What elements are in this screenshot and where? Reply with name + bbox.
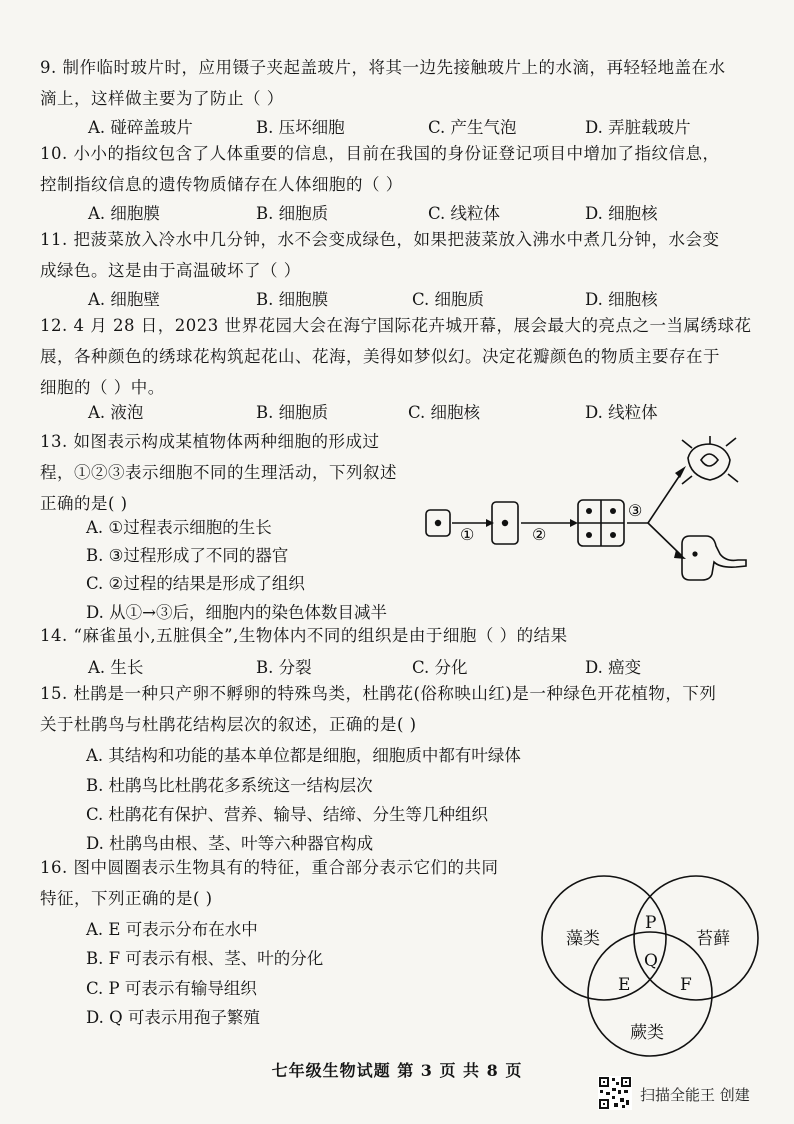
- venn-region-e: E: [618, 975, 631, 995]
- q12-option-c[interactable]: C. 细胞核: [408, 403, 481, 422]
- root-hair-cell-shape: [682, 536, 746, 580]
- venn-region-q: Q: [644, 951, 658, 971]
- q10-option-b[interactable]: B. 细胞质: [256, 204, 329, 223]
- q13-option-a[interactable]: A. ①过程表示细胞的生长: [86, 518, 272, 537]
- q16-option-a[interactable]: A. E 可表示分布在水中: [86, 920, 258, 939]
- question-12-line-1: 12. 4 月 28 日，2023 世界花园大会在海宁国际花卉城开幕，展会最大的亮点之一当属绣球花: [40, 316, 752, 335]
- q9-option-c[interactable]: C. 产生气泡: [428, 118, 517, 137]
- process-1-label: ①: [460, 525, 475, 544]
- question-10-line-2: 控制指纹信息的遗传物质储存在人体细胞的（ ）: [40, 175, 403, 194]
- q9-option-b[interactable]: B. 压坏细胞: [256, 118, 345, 137]
- q10-option-a[interactable]: A. 细胞膜: [88, 204, 160, 223]
- q11-option-c[interactable]: C. 细胞质: [412, 290, 485, 309]
- page-footer: 七年级生物试题 第 3 页 共 8 页: [271, 1061, 523, 1080]
- question-15-line-2: 关于杜鹃鸟与杜鹃花结构层次的叙述，正确的是( ): [40, 715, 417, 734]
- venn-label-fern: 蕨类: [630, 1023, 664, 1043]
- venn-label-moss: 苔藓: [696, 929, 730, 949]
- question-16: [40, 852, 540, 914]
- question-11: [40, 224, 760, 286]
- question-10-line-1: 10. 小小的指纹包含了人体重要的信息，目前在我国的身份证登记项目中增加了指纹信息，: [40, 144, 720, 163]
- question-13-line-2: 程，①②③表示细胞不同的生理活动，下列叙述: [40, 463, 397, 482]
- q15-option-d[interactable]: D. 杜鹃鸟由根、茎、叶等六种器官构成: [86, 834, 374, 853]
- q9-option-a[interactable]: A. 碰碎盖玻片: [88, 118, 193, 137]
- q16-option-d[interactable]: D. Q 可表示用孢子繁殖: [86, 1008, 260, 1027]
- guard-cell-shape: [688, 444, 730, 480]
- q9-option-d[interactable]: D. 弄脏载玻片: [585, 118, 691, 137]
- q14-option-b[interactable]: B. 分裂: [256, 658, 312, 677]
- qr-code-icon: [598, 1076, 632, 1110]
- question-12: [40, 310, 760, 403]
- process-2-label: ②: [532, 525, 547, 544]
- question-15: [40, 678, 760, 740]
- question-14: [40, 620, 760, 651]
- venn-region-f: F: [680, 975, 692, 995]
- question-12-line-3: 细胞的（ ）中。: [40, 378, 165, 397]
- q14-option-c[interactable]: C. 分化: [412, 658, 468, 677]
- question-13-line-3: 正确的是( ): [40, 494, 128, 513]
- venn-diagram: [530, 862, 780, 1058]
- q15-option-b[interactable]: B. 杜鹃鸟比杜鹃花多系统这一结构层次: [86, 776, 373, 795]
- q12-option-d[interactable]: D. 线粒体: [585, 403, 658, 422]
- q12-option-a[interactable]: A. 液泡: [88, 403, 144, 422]
- q13-option-b[interactable]: B. ③过程形成了不同的器官: [86, 546, 289, 565]
- q12-option-b[interactable]: B. 细胞质: [256, 403, 329, 422]
- venn-region-p: P: [645, 913, 657, 933]
- scanner-watermark-text: 扫描全能王 创建: [640, 1086, 750, 1104]
- algae-circle: [542, 876, 666, 1000]
- cell-division-diagram: [420, 436, 750, 596]
- q11-option-a[interactable]: A. 细胞壁: [88, 290, 160, 309]
- q10-option-c[interactable]: C. 线粒体: [428, 204, 501, 223]
- question-9-line-2: 滴上，这样做主要为了防止（ ）: [40, 89, 284, 108]
- q15-option-a[interactable]: A. 其结构和功能的基本单位都是细胞，细胞质中都有叶绿体: [86, 746, 521, 765]
- q11-option-d[interactable]: D. 细胞核: [585, 290, 658, 309]
- question-12-options: [40, 399, 760, 429]
- q15-option-c[interactable]: C. 杜鹃花有保护、营养、输导、结缔、分生等几种组织: [86, 805, 489, 824]
- question-14-line-1: 14. “麻雀虽小,五脏俱全”,生物体内不同的组织是由于细胞（ ）的结果: [40, 626, 568, 645]
- q13-option-c[interactable]: C. ②过程的结果是形成了组织: [86, 574, 305, 593]
- question-9: [40, 52, 760, 114]
- question-12-line-2: 展，各种颜色的绣球花构筑起花山、花海，美得如梦似幻。决定花瓣颜色的物质主要存在于: [40, 347, 720, 366]
- question-11-line-2: 成绿色。这是由于高温破坏了（ ）: [40, 261, 301, 280]
- question-13-line-1: 13. 如图表示构成某植物体两种细胞的形成过: [40, 432, 380, 451]
- process-3-label: ③: [628, 501, 643, 520]
- question-9-line-1: 9. 制作临时玻片时，应用镊子夹起盖玻片，将其一边先接触玻片上的水滴，再轻轻地盖在水: [40, 58, 726, 77]
- question-16-line-2: 特征，下列正确的是( ): [40, 889, 213, 908]
- q16-option-b[interactable]: B. F 可表示有根、茎、叶的分化: [86, 949, 324, 968]
- q10-option-d[interactable]: D. 细胞核: [585, 204, 658, 223]
- venn-label-algae: 藻类: [566, 929, 600, 949]
- question-15-line-1: 15. 杜鹃是一种只产卵不孵卵的特殊鸟类，杜鹃花(俗称映山红)是一种绿色开花植物，下列: [40, 684, 717, 703]
- q11-option-b[interactable]: B. 细胞膜: [256, 290, 329, 309]
- question-10: [40, 138, 760, 200]
- q13-option-d[interactable]: D. 从①→③后，细胞内的染色体数目减半: [86, 603, 387, 622]
- question-11-line-1: 11. 把菠菜放入冷水中几分钟，水不会变成绿色，如果把菠菜放入沸水中煮几分钟，水会变: [40, 230, 720, 249]
- q16-option-c[interactable]: C. P 可表示有输导组织: [86, 979, 257, 998]
- q14-option-a[interactable]: A. 生长: [88, 658, 144, 677]
- question-13: [40, 426, 460, 519]
- question-16-line-1: 16. 图中圆圈表示生物具有的特征，重合部分表示它们的共同: [40, 858, 499, 877]
- q14-option-d[interactable]: D. 癌变: [585, 658, 642, 677]
